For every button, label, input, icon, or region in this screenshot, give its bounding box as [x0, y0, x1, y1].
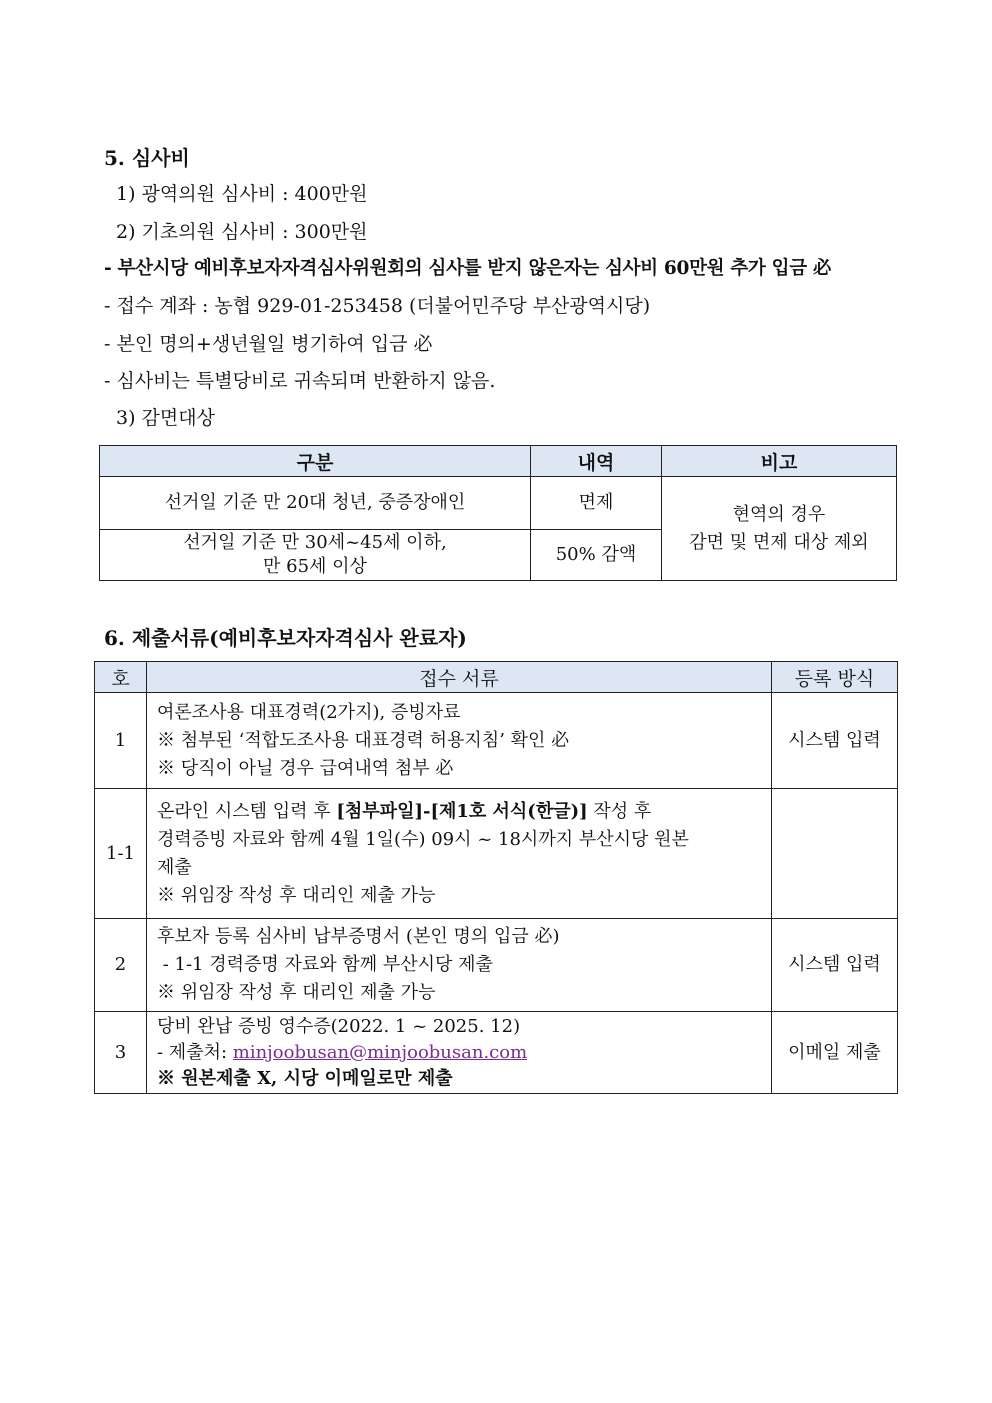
row-method: 이메일 제출	[772, 1012, 898, 1094]
row-detail: 50% 감액	[531, 530, 662, 581]
header-documents: 접수 서류	[147, 662, 772, 693]
table-header-row	[100, 446, 897, 477]
fee-item-2: 2) 기초의원 심사비 : 300만원	[116, 221, 368, 243]
account-note: - 접수 계좌 : 농협 929-01-253458 (더불어민주당 부산광역시당)	[104, 295, 651, 317]
row-method: 시스템 입력	[772, 919, 898, 1012]
header-category: 구분	[100, 446, 531, 477]
header-remark: 비고	[662, 446, 897, 477]
table-row	[100, 477, 897, 530]
table-header-row	[95, 662, 898, 693]
row-method: 시스템 입력	[772, 693, 898, 789]
row-documents: 당비 완납 증빙 영수증(2022. 1 ~ 2025. 12) - 제출처: minjoobusan@minjoobusan.com ※ 원본제출 X, 시당 이메일로만 제출	[147, 1012, 772, 1094]
table-row	[95, 693, 898, 789]
row-category: 선거일 기준 만 30세~45세 이하, 만 65세 이상	[100, 530, 531, 581]
row-no: 2	[95, 919, 147, 1012]
name-note: - 본인 명의+생년월일 병기하여 입금 必	[104, 333, 433, 355]
row-no: 1-1	[95, 789, 147, 919]
row-documents: 후보자 등록 심사비 납부증명서 (본인 명의 입금 必) - 1-1 경력증명 자료와 함께 부산시당 제출 ※ 위임장 작성 후 대리인 제출 가능	[147, 919, 772, 1012]
table-row	[95, 919, 898, 1012]
row-documents: 온라인 시스템 입력 후 [첨부파일]-[제1호 서식(한글)] 작성 후 경력증빙 자료와 함께 4월 1일(수) 09시 ~ 18시까지 부산시당 원본 제출 ※ 위임장 작성 후 대리인 제출 가능	[147, 789, 772, 919]
extra-fee-note: - 부산시당 예비후보자자격심사위원회의 심사를 받지 않은자는 심사비 60만원 추가 입금 必	[104, 258, 832, 279]
table-row	[95, 789, 898, 919]
documents-table	[94, 661, 898, 1094]
header-detail: 내역	[531, 446, 662, 477]
header-method: 등록 방식	[772, 662, 898, 693]
table-row	[95, 1012, 898, 1094]
header-no: 호	[95, 662, 147, 693]
row-method	[772, 789, 898, 919]
row-no: 3	[95, 1012, 147, 1094]
fee-item-1: 1) 광역의원 심사비 : 400만원	[116, 183, 368, 205]
row-no: 1	[95, 693, 147, 789]
email-link[interactable]: minjoobusan@minjoobusan.com	[232, 1041, 528, 1063]
refund-note: - 심사비는 특별당비로 귀속되며 반환하지 않음.	[104, 370, 496, 392]
section6-title: 6. 제출서류(예비후보자자격심사 완료자)	[104, 626, 467, 650]
fee-item-3: 3) 감면대상	[116, 407, 215, 429]
row-documents: 여론조사용 대표경력(2가지), 증빙자료 ※ 첨부된 ‘적합도조사용 대표경력 허용지침’ 확인 必 ※ 당직이 아닐 경우 급여내역 첨부 必	[147, 693, 772, 789]
row-category: 선거일 기준 만 20대 청년, 중증장애인	[100, 477, 531, 530]
reduction-table	[99, 445, 897, 581]
row-detail: 면제	[531, 477, 662, 530]
row-remark: 현역의 경우 감면 및 면제 대상 제외	[662, 477, 897, 581]
section5-title: 5. 심사비	[104, 146, 190, 170]
